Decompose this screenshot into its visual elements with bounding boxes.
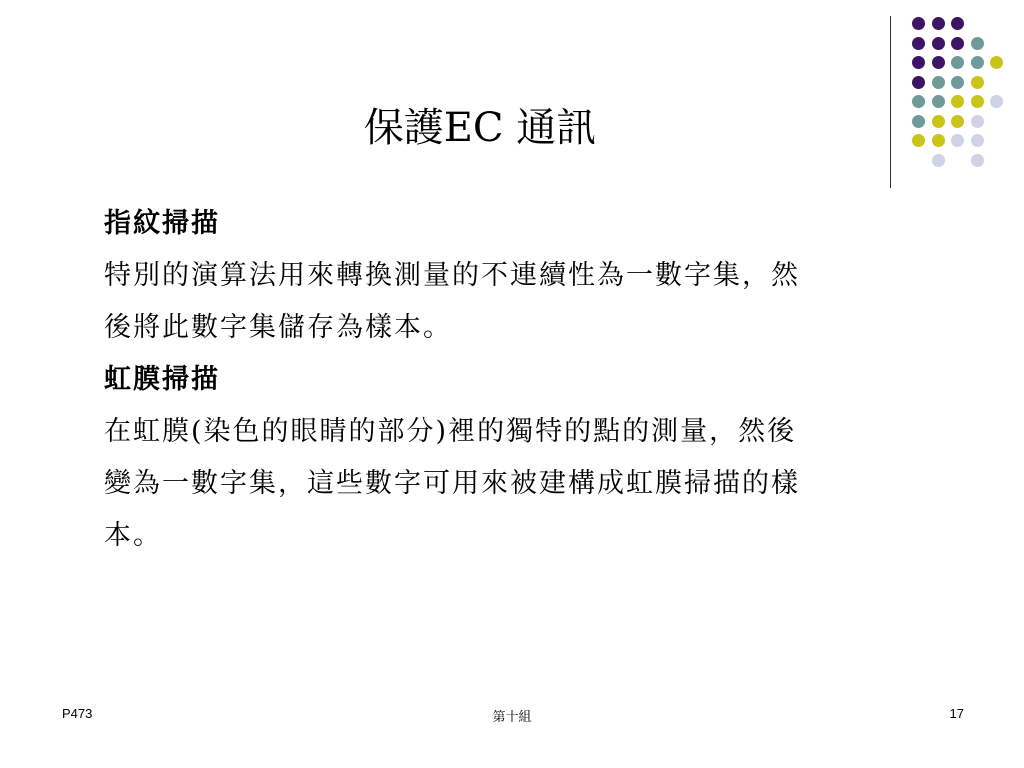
decorative-dot (912, 56, 925, 69)
decorative-dot (951, 56, 964, 69)
decorative-dot (951, 115, 964, 128)
decorative-dot (912, 134, 925, 147)
decorative-dot (932, 134, 945, 147)
decorative-dot (951, 17, 964, 30)
decorative-dot (932, 95, 945, 108)
decorative-dot (932, 76, 945, 89)
section-heading-fingerprint: 指紋掃描 (104, 208, 220, 239)
body-line: 本。 (104, 520, 162, 551)
decorative-dot (932, 115, 945, 128)
decorative-dot (971, 134, 984, 147)
decorative-dot (932, 17, 945, 30)
decorative-dot (971, 115, 984, 128)
decorative-dot (951, 134, 964, 147)
slide-body (104, 198, 964, 562)
decorative-dot (912, 17, 925, 30)
section-heading-iris: 虹膜掃描 (104, 364, 220, 395)
page-number: 17 (949, 706, 964, 721)
decorative-dot (951, 95, 964, 108)
footer-left: P473 (62, 706, 93, 721)
decorative-dot (971, 76, 984, 89)
decorative-dot (951, 76, 964, 89)
decorative-dot (990, 56, 1003, 69)
footer-center: 第十組 (492, 710, 532, 725)
decorative-dot (971, 56, 984, 69)
body-line: 在虹膜(染色的眼睛的部分)裡的獨特的點的測量，然後 (104, 416, 797, 447)
decorative-dot (912, 115, 925, 128)
decorative-dot (912, 95, 925, 108)
decorative-dot (990, 95, 1003, 108)
decorative-dot (971, 37, 984, 50)
decorative-dot (912, 37, 925, 50)
decorative-dot (932, 154, 945, 167)
decorative-dot (971, 95, 984, 108)
body-line: 特別的演算法用來轉換測量的不連續性為一數字集，然 (104, 260, 800, 291)
body-line: 後將此數字集儲存為樣本。 (104, 312, 452, 343)
vertical-divider (890, 16, 891, 188)
body-line: 變為一數字集，這些數字可用來被建構成虹膜掃描的樣 (104, 468, 800, 499)
decorative-dot (932, 37, 945, 50)
decorative-dot (932, 56, 945, 69)
slide-title: 保護EC 通訊 (363, 105, 597, 151)
decorative-dot (912, 76, 925, 89)
decorative-dot (971, 154, 984, 167)
decorative-dot (951, 37, 964, 50)
